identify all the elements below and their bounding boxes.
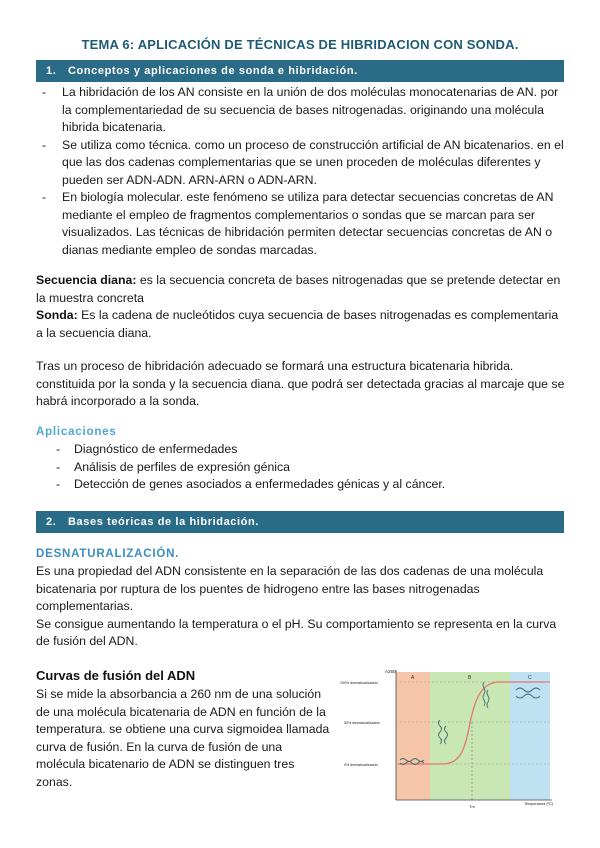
bullet-dash: - [42,137,47,152]
section-number: 2. [46,516,57,528]
paragraph-hibridacion: Tras un proceso de hibridación adecuado se formará una estructura bicatenaria hibrida. constituida por la sonda y la secuencia diana. que podrá ser detectada gracias al marcaje que se habrá incorporado a la sonda. [36,359,565,408]
definition-sonda: Sonda: Es la cadena de nucleótidos cuya secuencia de bases nitrogenadas es complementaria a la secuencia diana. [36,308,559,340]
section-header-conceptos [36,60,564,82]
desnaturalizacion-heading: DESNATURALIZACIÓN. [36,548,180,560]
bullet-dash: - [42,190,47,204]
level-100-label: 100% desnaturalización [340,681,379,685]
zone-c-label: C [528,675,532,681]
curvas-heading: Curvas de fusión del ADN [36,668,196,683]
level-50-label: 50% desnaturalización [344,721,381,725]
aplicaciones-list [52,441,562,494]
zone-a-band [396,672,430,800]
list-item: - La hibridación de los AN consiste en la unión de dos moléculas monocatenarias de AN. por la complementariedad de su secuencia de bases nitrogenadas. originando una molécula hibrida bicatenaria. [42,85,559,134]
zone-b-band [430,672,510,800]
aplicaciones-heading: Aplicaciones [36,426,117,438]
list-item: - Análisis de perfiles de expresión génica [52,459,562,477]
page-title: TEMA 6: APLICACIÓN DE TÉCNICAS DE HIBRIDACION CON SONDA. [81,37,519,52]
x-axis-label: Temperatura (ºC) [524,802,554,806]
bullet-dash: - [56,459,61,474]
bullet-list-conceptos [36,84,566,259]
tm-label: Tm [469,804,475,809]
zone-b-label: B [468,675,472,681]
list-item: - Se utiliza como técnica. como un proceso de construcción artificial de AN bicatenarios. en el que las dos cadenas complementarias que se unen proceden de moléculas diferentes y pueden ser ADN-ADN. ARN-ARN o ADN-ARN. [42,137,564,187]
section-title: Bases teóricas de la hibridación. [68,516,259,528]
list-item: - Detección de genes asociados a enfermedades génicas y al cáncer. [52,476,562,494]
bullet-dash: - [56,442,61,456]
definitions [36,272,566,342]
list-item: - En biología molecular. este fenómeno se utiliza para detectar secuencias concretas de AN mediante el empleo de fragmentos complementarios o sondas que se marcan para ser visualizados. Las técnicas de hibridación permiten detectar secuencias concretas de AN o dianas mediante empleo de sondas marcadas. [42,190,554,257]
curvas-text: Si se mide la absorbancia a 260 nm de una solución de una molécula bicatenaria de ADN en función de la temperatura. se obtiene una curva sigmoidea llamada curva de fusión. En la curva de fusión de una molécula bicatenario de ADN se distinguen tres zonas. [36,687,330,789]
y-axis-label: A260 [385,669,396,674]
zone-a-label: A [411,675,415,681]
list-item: - Diagnóstico de enfermedades [52,441,562,459]
section-title: Conceptos y aplicaciones de sonda e hibridación. [68,65,358,77]
bullet-dash: - [56,477,61,491]
desnaturalizacion-text: Es una propiedad del ADN consistente en la separación de las dos cadenas de una molécula bicatenaria por ruptura de los puentes de hidrogeno entre las bases nitrogenadas complementarias. Se consigue aumentando la temperatura o el pH. Su comportamiento se representa en la curva de fusión del ADN. [36,564,557,648]
section-number: 1. [46,65,57,77]
definition-diana: Secuencia diana: es la secuencia concreta de bases nitrogenadas que se pretende detectar en la muestra concreta [36,273,561,305]
melting-curve-figure [338,666,566,816]
section-header-bases [36,511,564,533]
level-0-label: 0% desnaturalización [344,763,379,767]
bullet-dash: - [42,85,47,99]
